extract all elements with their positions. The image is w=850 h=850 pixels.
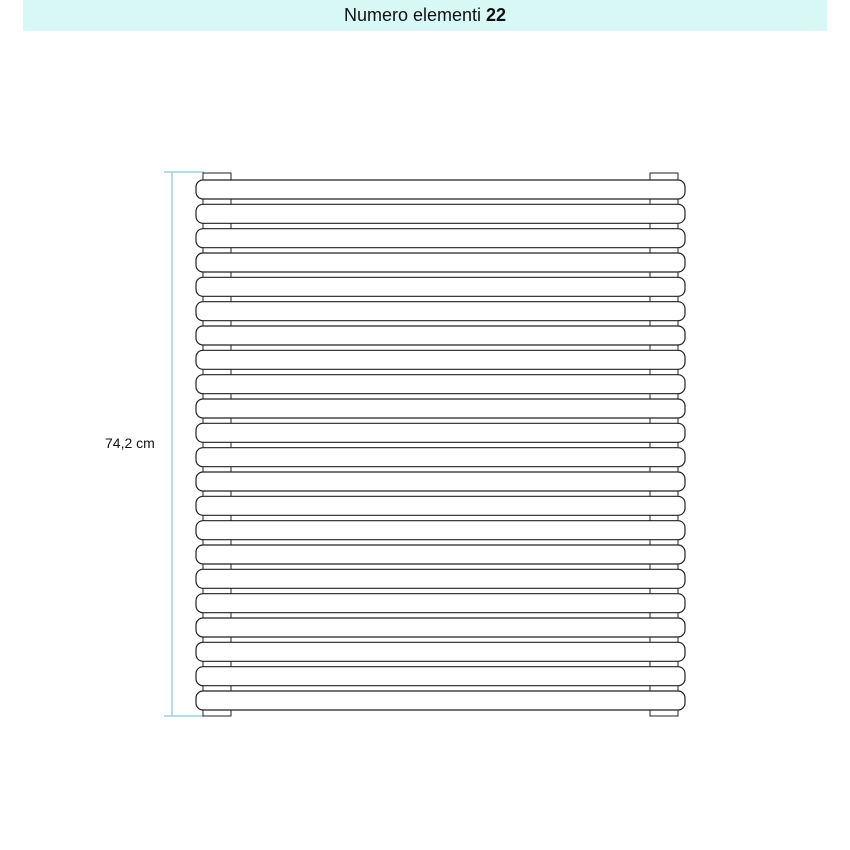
radiator-tube-10 (196, 399, 685, 418)
element-count-value: 22 (486, 5, 507, 25)
radiator-tube-15 (196, 521, 685, 540)
radiator-tube-3 (196, 229, 685, 248)
radiator-tube-18 (196, 594, 685, 613)
radiator-tube-14 (196, 496, 685, 515)
radiator-tube-5 (196, 277, 685, 296)
height-dimension-label: 74,2 cm (105, 435, 155, 451)
radiator-tube-20 (196, 642, 685, 661)
radiator-tube-21 (196, 667, 685, 686)
radiator-tube-19 (196, 618, 685, 637)
radiator-tube-11 (196, 423, 685, 442)
radiator-tubes (196, 180, 685, 710)
radiator-tube-12 (196, 448, 685, 467)
radiator-tube-9 (196, 375, 685, 394)
radiator-tube-7 (196, 326, 685, 345)
radiator-tube-17 (196, 569, 685, 588)
radiator-tube-8 (196, 350, 685, 369)
radiator-tube-1 (196, 180, 685, 199)
radiator-tube-2 (196, 204, 685, 223)
radiator-tube-22 (196, 691, 685, 710)
header-label: Numero elementi (343, 5, 482, 25)
radiator-tube-13 (196, 472, 685, 491)
radiator-tube-16 (196, 545, 685, 564)
radiator-tube-4 (196, 253, 685, 272)
radiator-tube-6 (196, 302, 685, 321)
